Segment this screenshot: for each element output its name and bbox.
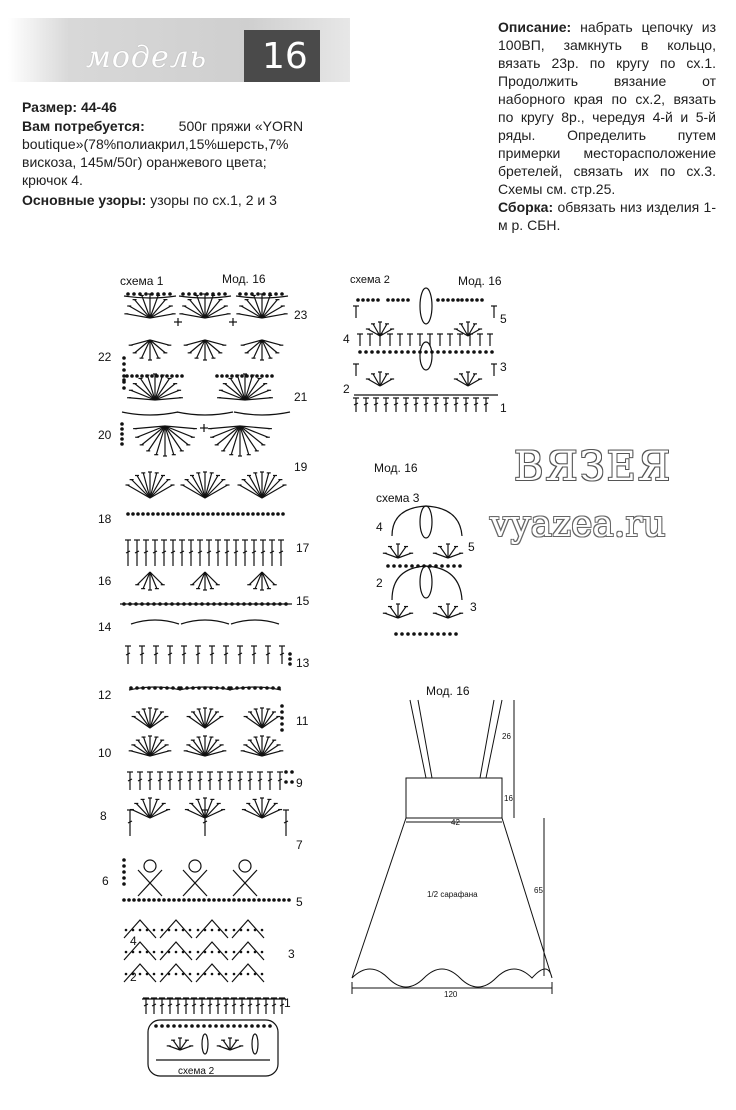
dress-skirt xyxy=(352,818,552,987)
scheme1-row-7: 7 xyxy=(296,838,303,852)
scheme1-row-19: 19 xyxy=(294,460,308,474)
watermark-line-2: vyazea.ru xyxy=(490,504,666,545)
dim-bottom: 120 xyxy=(444,990,458,999)
dim-strap: 26 xyxy=(502,732,511,741)
dress-model-label: Мод. 16 xyxy=(426,684,470,698)
dress-left-strap xyxy=(410,700,432,778)
scheme1-row-9: 9 xyxy=(296,776,303,790)
scheme1-row-12: 12 xyxy=(98,688,112,702)
model-title-word: модель xyxy=(86,40,208,75)
scheme1-row-10: 10 xyxy=(98,746,112,760)
materials-text-2: boutique»(78%полиакрил,15%шерсть,7% xyxy=(22,136,289,152)
dress-right-strap xyxy=(480,700,502,778)
scheme3-row-2: 2 xyxy=(376,576,383,590)
scheme3-label: схема 3 xyxy=(376,491,420,505)
materials-text-4: крючок 4. xyxy=(22,172,83,188)
scheme2-row-2: 2 xyxy=(343,382,350,396)
materials-text-3: вискоза, 145м/50г) оранжевого цвета; xyxy=(22,154,267,170)
scheme1-row-22: 22 xyxy=(98,350,112,364)
scheme1-row-3: 3 xyxy=(288,947,295,961)
materials-text-1: 500г пряжи «YORN xyxy=(178,118,304,134)
assembly-label: Сборка: xyxy=(498,199,554,215)
scheme2-label: схема 2 xyxy=(350,274,390,286)
scheme1-row-20: 20 xyxy=(98,428,112,442)
scheme2-row-1: 1 xyxy=(500,401,507,415)
description-text: набрать цепочку из 100ВП, замкнуть в кольцо, вязать 23р. по кругу по сх.1. Продолжить вязание от наборного края по сх.2, вязать по кругу 8р., чередуя 4-й и 5-й ряды. Определить путем примерки месторасположение бретелей, связать их по сх.3. Схемы см. стр.25. xyxy=(498,19,717,197)
dim-length: 65 xyxy=(534,886,543,895)
scheme1-row-5: 5 xyxy=(296,895,303,909)
scheme1-row-13: 13 xyxy=(296,656,310,670)
size-label: Размер: xyxy=(22,99,78,115)
watermark-line-1: ВЯЗЕЯ xyxy=(514,444,673,490)
scheme3-row-5: 5 xyxy=(468,540,475,554)
dress-half-label: 1/2 сарафана xyxy=(427,890,478,899)
scheme1-model-label: Мод. 16 xyxy=(222,272,266,286)
description-label: Описание: xyxy=(498,19,572,35)
scheme3-model-label: Мод. 16 xyxy=(374,461,418,475)
scheme1-bottom-label: схема 2 xyxy=(178,1066,215,1077)
scheme1-row-21: 21 xyxy=(294,390,308,404)
scheme1-row-4: 4 xyxy=(130,934,137,948)
scheme2-row-5: 5 xyxy=(500,312,507,326)
scheme1-row-17: 17 xyxy=(296,541,310,555)
scheme1-label: схема 1 xyxy=(120,274,164,288)
patterns-label: Основные узоры: xyxy=(22,192,147,208)
scheme3-row-4: 4 xyxy=(376,520,383,534)
scheme3-row-3: 3 xyxy=(470,600,477,614)
dim-band: 16 xyxy=(504,794,513,803)
scheme1-row-16: 16 xyxy=(98,574,112,588)
scheme1-row-18: 18 xyxy=(98,512,112,526)
dim-top: 42 xyxy=(451,818,460,827)
scheme1-row-2: 2 xyxy=(130,970,137,984)
patterns-value: узоры по сх.1, 2 и 3 xyxy=(150,192,277,208)
dress-waistband xyxy=(406,778,502,818)
scheme1-row-23: 23 xyxy=(294,308,308,322)
assembly-text: обвязать низ изделия 1-м р. СБН. xyxy=(498,199,716,233)
scheme1-row-6: 6 xyxy=(102,874,109,888)
scheme1-row-1: 1 xyxy=(284,996,291,1010)
model-number: 16 xyxy=(262,36,308,77)
scheme1-row-11: 11 xyxy=(296,714,309,728)
scheme2-row-3: 3 xyxy=(500,360,507,374)
scheme2-model-label: Мод. 16 xyxy=(458,274,502,288)
size-value: 44-46 xyxy=(80,99,117,115)
scheme1-row-15: 15 xyxy=(296,594,310,608)
scheme1-row-8: 8 xyxy=(100,809,107,823)
materials-label: Вам потребуется: xyxy=(22,118,145,134)
scheme2-row-4: 4 xyxy=(343,332,350,346)
scheme1-row-14: 14 xyxy=(98,620,112,634)
